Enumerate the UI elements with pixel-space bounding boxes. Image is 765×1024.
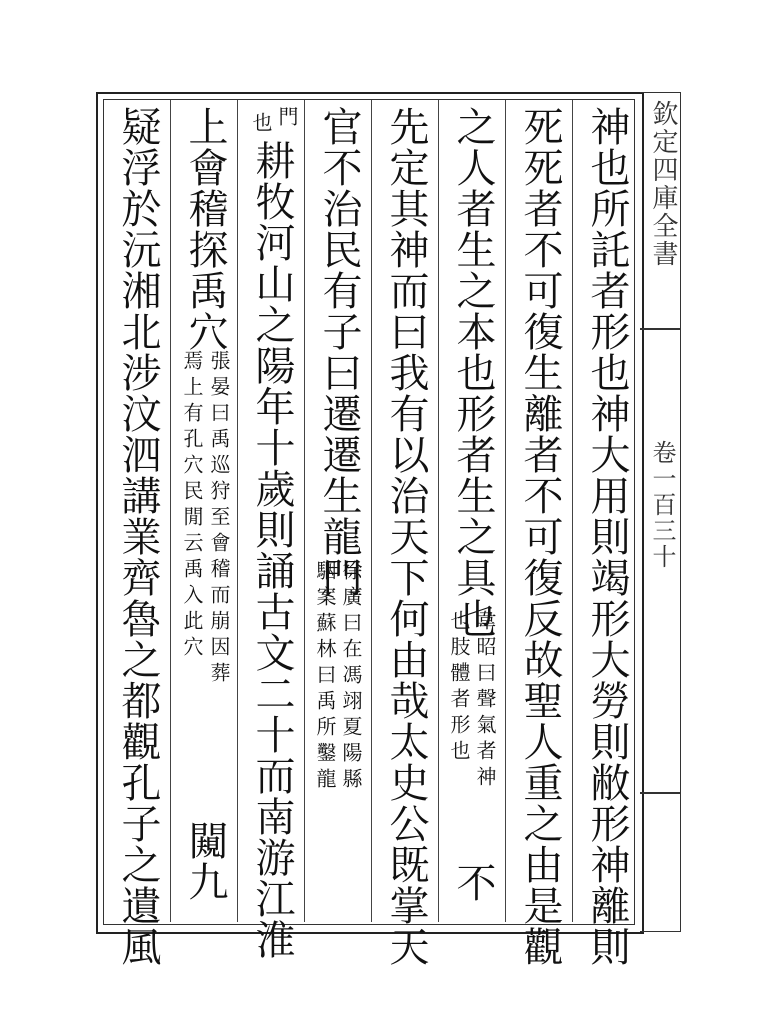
commentary-left: 也肢體者形也: [447, 610, 471, 766]
chapter-number: 卷一百三十: [648, 440, 676, 570]
column-rule: [170, 100, 171, 922]
column-rule: [237, 100, 238, 922]
column-rule: [438, 100, 439, 922]
commentary-left: 駰案蘇林曰禹所鑿龍: [313, 560, 337, 794]
text-column-3-end: 不: [450, 862, 496, 903]
column-rule: [304, 100, 305, 922]
commentary-right: 韋昭曰聲氣者神: [473, 610, 497, 792]
commentary-left: 也: [249, 112, 273, 138]
text-column-1: 神也所託者形也神大用則竭形大勞則敝形神離則: [584, 106, 630, 967]
commentary-right: 門: [275, 106, 299, 132]
text-column-8: 疑浮於沅湘北涉汶泗講業齊魯之都觀孔子之遺風: [115, 106, 161, 967]
column-rule: [371, 100, 372, 922]
text-column-4: 先定其神而曰我有以治天下何由哉太史公既掌天: [383, 106, 429, 967]
margin-divider: [640, 792, 680, 794]
text-column-6: 耕牧河山之陽年十歲則誦古文二十而南游江淮: [249, 140, 295, 960]
commentary-left: 焉上有孔穴民閒云禹入此穴: [180, 350, 204, 662]
column-rule: [572, 100, 573, 922]
column-rule: [505, 100, 506, 922]
book-title: 欽定四庫全書: [648, 100, 678, 268]
text-column-2: 死死者不可復生離者不可復反故聖人重之由是觀: [517, 106, 563, 967]
margin-divider: [640, 328, 680, 330]
text-column-7-end: 闚九: [182, 820, 228, 902]
text-column-3: 之人者生之本也形者生之具也: [450, 106, 496, 639]
text-column-7: 上會稽探禹穴: [182, 106, 228, 352]
commentary-right: 徐廣曰在馮翊夏陽縣: [339, 560, 363, 794]
text-column-5: 官不治民有子曰遷遷生龍門: [316, 106, 362, 598]
commentary-right: 張晏曰禹巡狩至會稽而崩因葬: [207, 350, 231, 688]
